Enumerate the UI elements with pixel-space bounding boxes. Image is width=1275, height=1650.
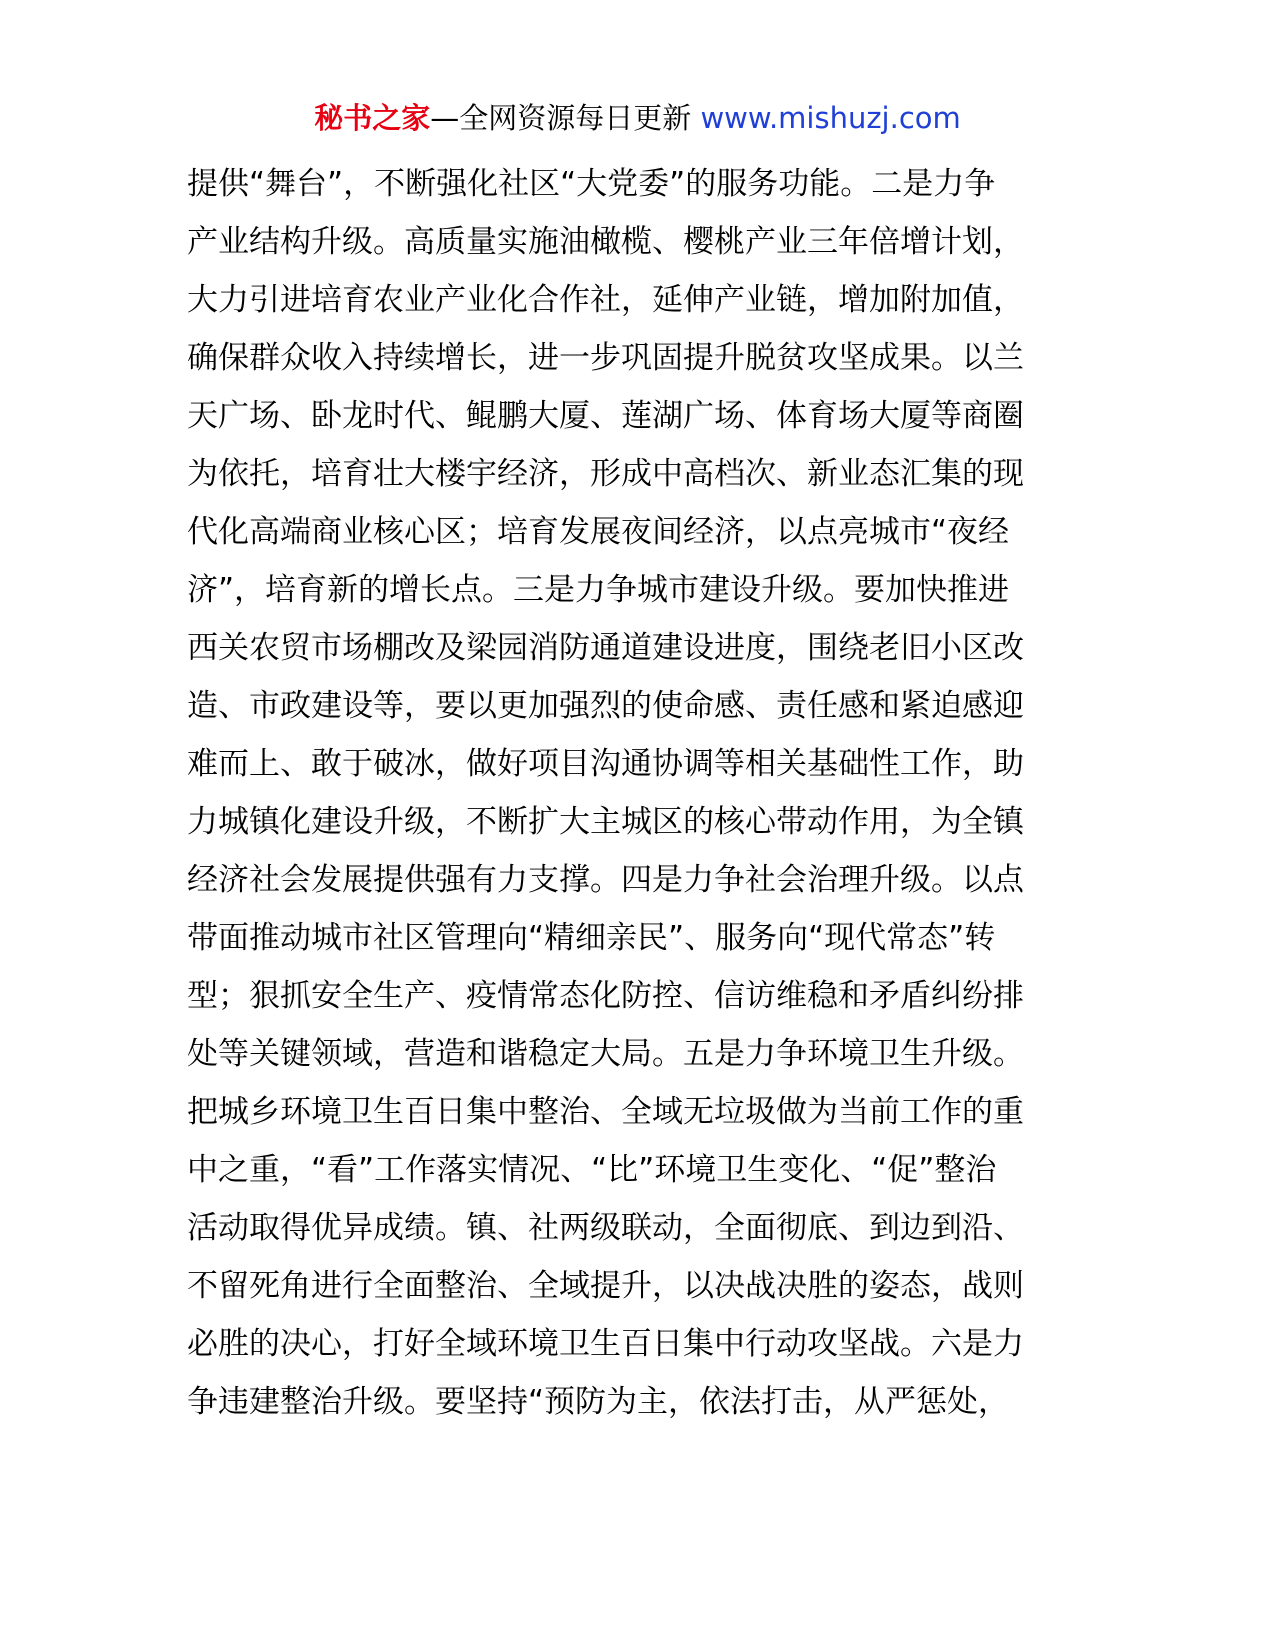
text-line: 争违建整治升级。要坚持“预防为主，依法打击，从严惩处， <box>187 1384 1010 1420</box>
text-line: 产业结构升级。高质量实施油橄榄、樱桃产业三年倍增计划， <box>187 224 1024 260</box>
text-line: 处等关键领域，营造和谐稳定大局。五是力争环境卫生升级。 <box>187 1036 1024 1072</box>
text-line: 提供“舞台”，不断强化社区“大党委”的服务功能。二是力争 <box>187 166 996 202</box>
text-line: 造、市政建设等，要以更加强烈的使命感、责任感和紧迫感迎 <box>187 688 1024 724</box>
brand-name: 秘书之家 <box>314 101 431 135</box>
text-line: 型；狠抓安全生产、疫情常态化防控、信访维稳和矛盾纠纷排 <box>187 978 1024 1014</box>
text-line: 不留死角进行全面整治、全域提升，以决战决胜的姿态，战则 <box>187 1268 1024 1304</box>
text-line: 力城镇化建设升级，不断扩大主城区的核心带动作用，为全镇 <box>187 804 1024 840</box>
text-line: 经济社会发展提供强有力支撑。四是力争社会治理升级。以点 <box>187 862 1024 898</box>
text-line: 天广场、卧龙时代、鲲鹏大厦、莲湖广场、体育场大厦等商圈 <box>187 398 1024 434</box>
text-line: 中之重，“看”工作落实情况、“比”环境卫生变化、“促”整治 <box>187 1152 997 1188</box>
text-line: 必胜的决心，打好全域环境卫生百日集中行动攻坚战。六是力 <box>187 1326 1024 1362</box>
text-line: 确保群众收入持续增长，进一步巩固提升脱贫攻坚成果。以兰 <box>187 340 1024 376</box>
text-line: 西关农贸市场棚改及梁园消防通道建设进度，围绕老旧小区改 <box>187 630 1024 666</box>
text-line: 代化高端商业核心区；培育发展夜间经济，以点亮城市“夜经 <box>187 514 1010 550</box>
body-text <box>187 155 1087 1431</box>
page-header <box>0 98 1275 138</box>
text-line: 把城乡环境卫生百日集中整治、全域无垃圾做为当前工作的重 <box>187 1094 1024 1130</box>
text-line: 济”，培育新的增长点。三是力争城市建设升级。要加快推进 <box>187 572 1010 608</box>
header-tagline: —全网资源每日更新 <box>430 101 692 135</box>
header-url[interactable]: www.mishuzj.com <box>700 101 961 135</box>
text-line: 带面推动城市社区管理向“精细亲民”、服务向“现代常态”转 <box>187 920 996 956</box>
text-line: 难而上、敢于破冰，做好项目沟通协调等相关基础性工作，助 <box>187 746 1024 782</box>
text-line: 为依托，培育壮大楼宇经济，形成中高档次、新业态汇集的现 <box>187 456 1024 492</box>
text-line: 大力引进培育农业产业化合作社，延伸产业链，增加附加值， <box>187 282 1024 318</box>
text-line: 活动取得优异成绩。镇、社两级联动，全面彻底、到边到沿、 <box>187 1210 1024 1246</box>
